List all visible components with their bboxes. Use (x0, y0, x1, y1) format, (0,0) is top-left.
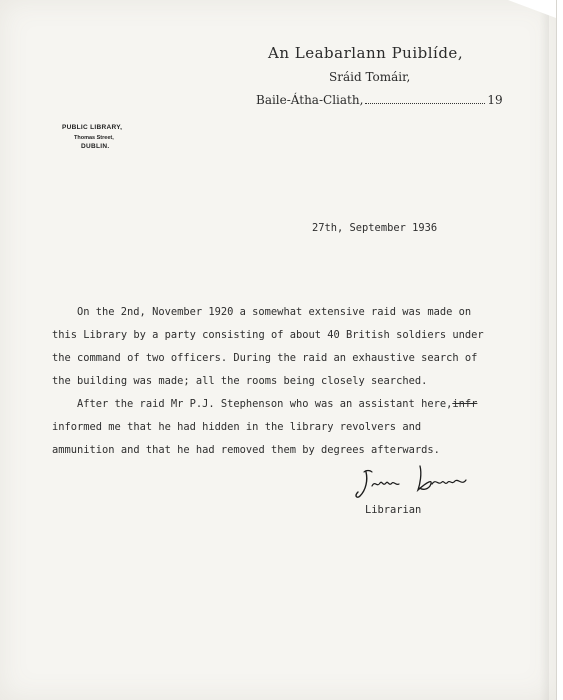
letterhead-gaelic-street: Sráid Tomáir, (329, 70, 411, 84)
body-line-5-text: After the raid Mr P.J. Stephenson who was an assistant here, (77, 398, 453, 410)
letterhead-city-text: Baile-Átha-Cliath, (256, 93, 364, 107)
letterhead-gaelic-city (256, 93, 503, 107)
body-line-7: ammunition and that he had removed them by degrees afterwards. (52, 444, 440, 456)
letter-date: 27th, September 1936 (312, 222, 438, 234)
body-line-6: informed me that he had hidden in the library revolvers and (52, 421, 422, 433)
letterhead-english-title: PUBLIC LIBRARY, (62, 124, 123, 131)
signer-role: Librarian (365, 504, 422, 516)
struck-text: infr (452, 398, 478, 410)
body-line-5 (77, 398, 477, 410)
folded-corner (508, 0, 556, 18)
body-line-4: the building was made; all the rooms being closely searched. (52, 375, 428, 387)
date-dotted-line (365, 95, 485, 104)
year-prefix: 19 (487, 93, 503, 107)
body-line-1: On the 2nd, November 1920 a somewhat extensive raid was made on (77, 306, 472, 318)
letterhead-gaelic-title: An Leabarlann Puiblíde, (268, 44, 464, 62)
body-line-2: this Library by a party consisting of about 40 British soldiers under (52, 329, 484, 341)
page-edge-shade (539, 0, 549, 700)
handwritten-signature (352, 460, 477, 504)
letterhead-english-city: DUBLIN. (81, 143, 110, 150)
letterhead-english-street: Thomas Street, (74, 135, 114, 141)
body-line-3: the command of two officers. During the raid an exhaustive search of (52, 352, 478, 364)
